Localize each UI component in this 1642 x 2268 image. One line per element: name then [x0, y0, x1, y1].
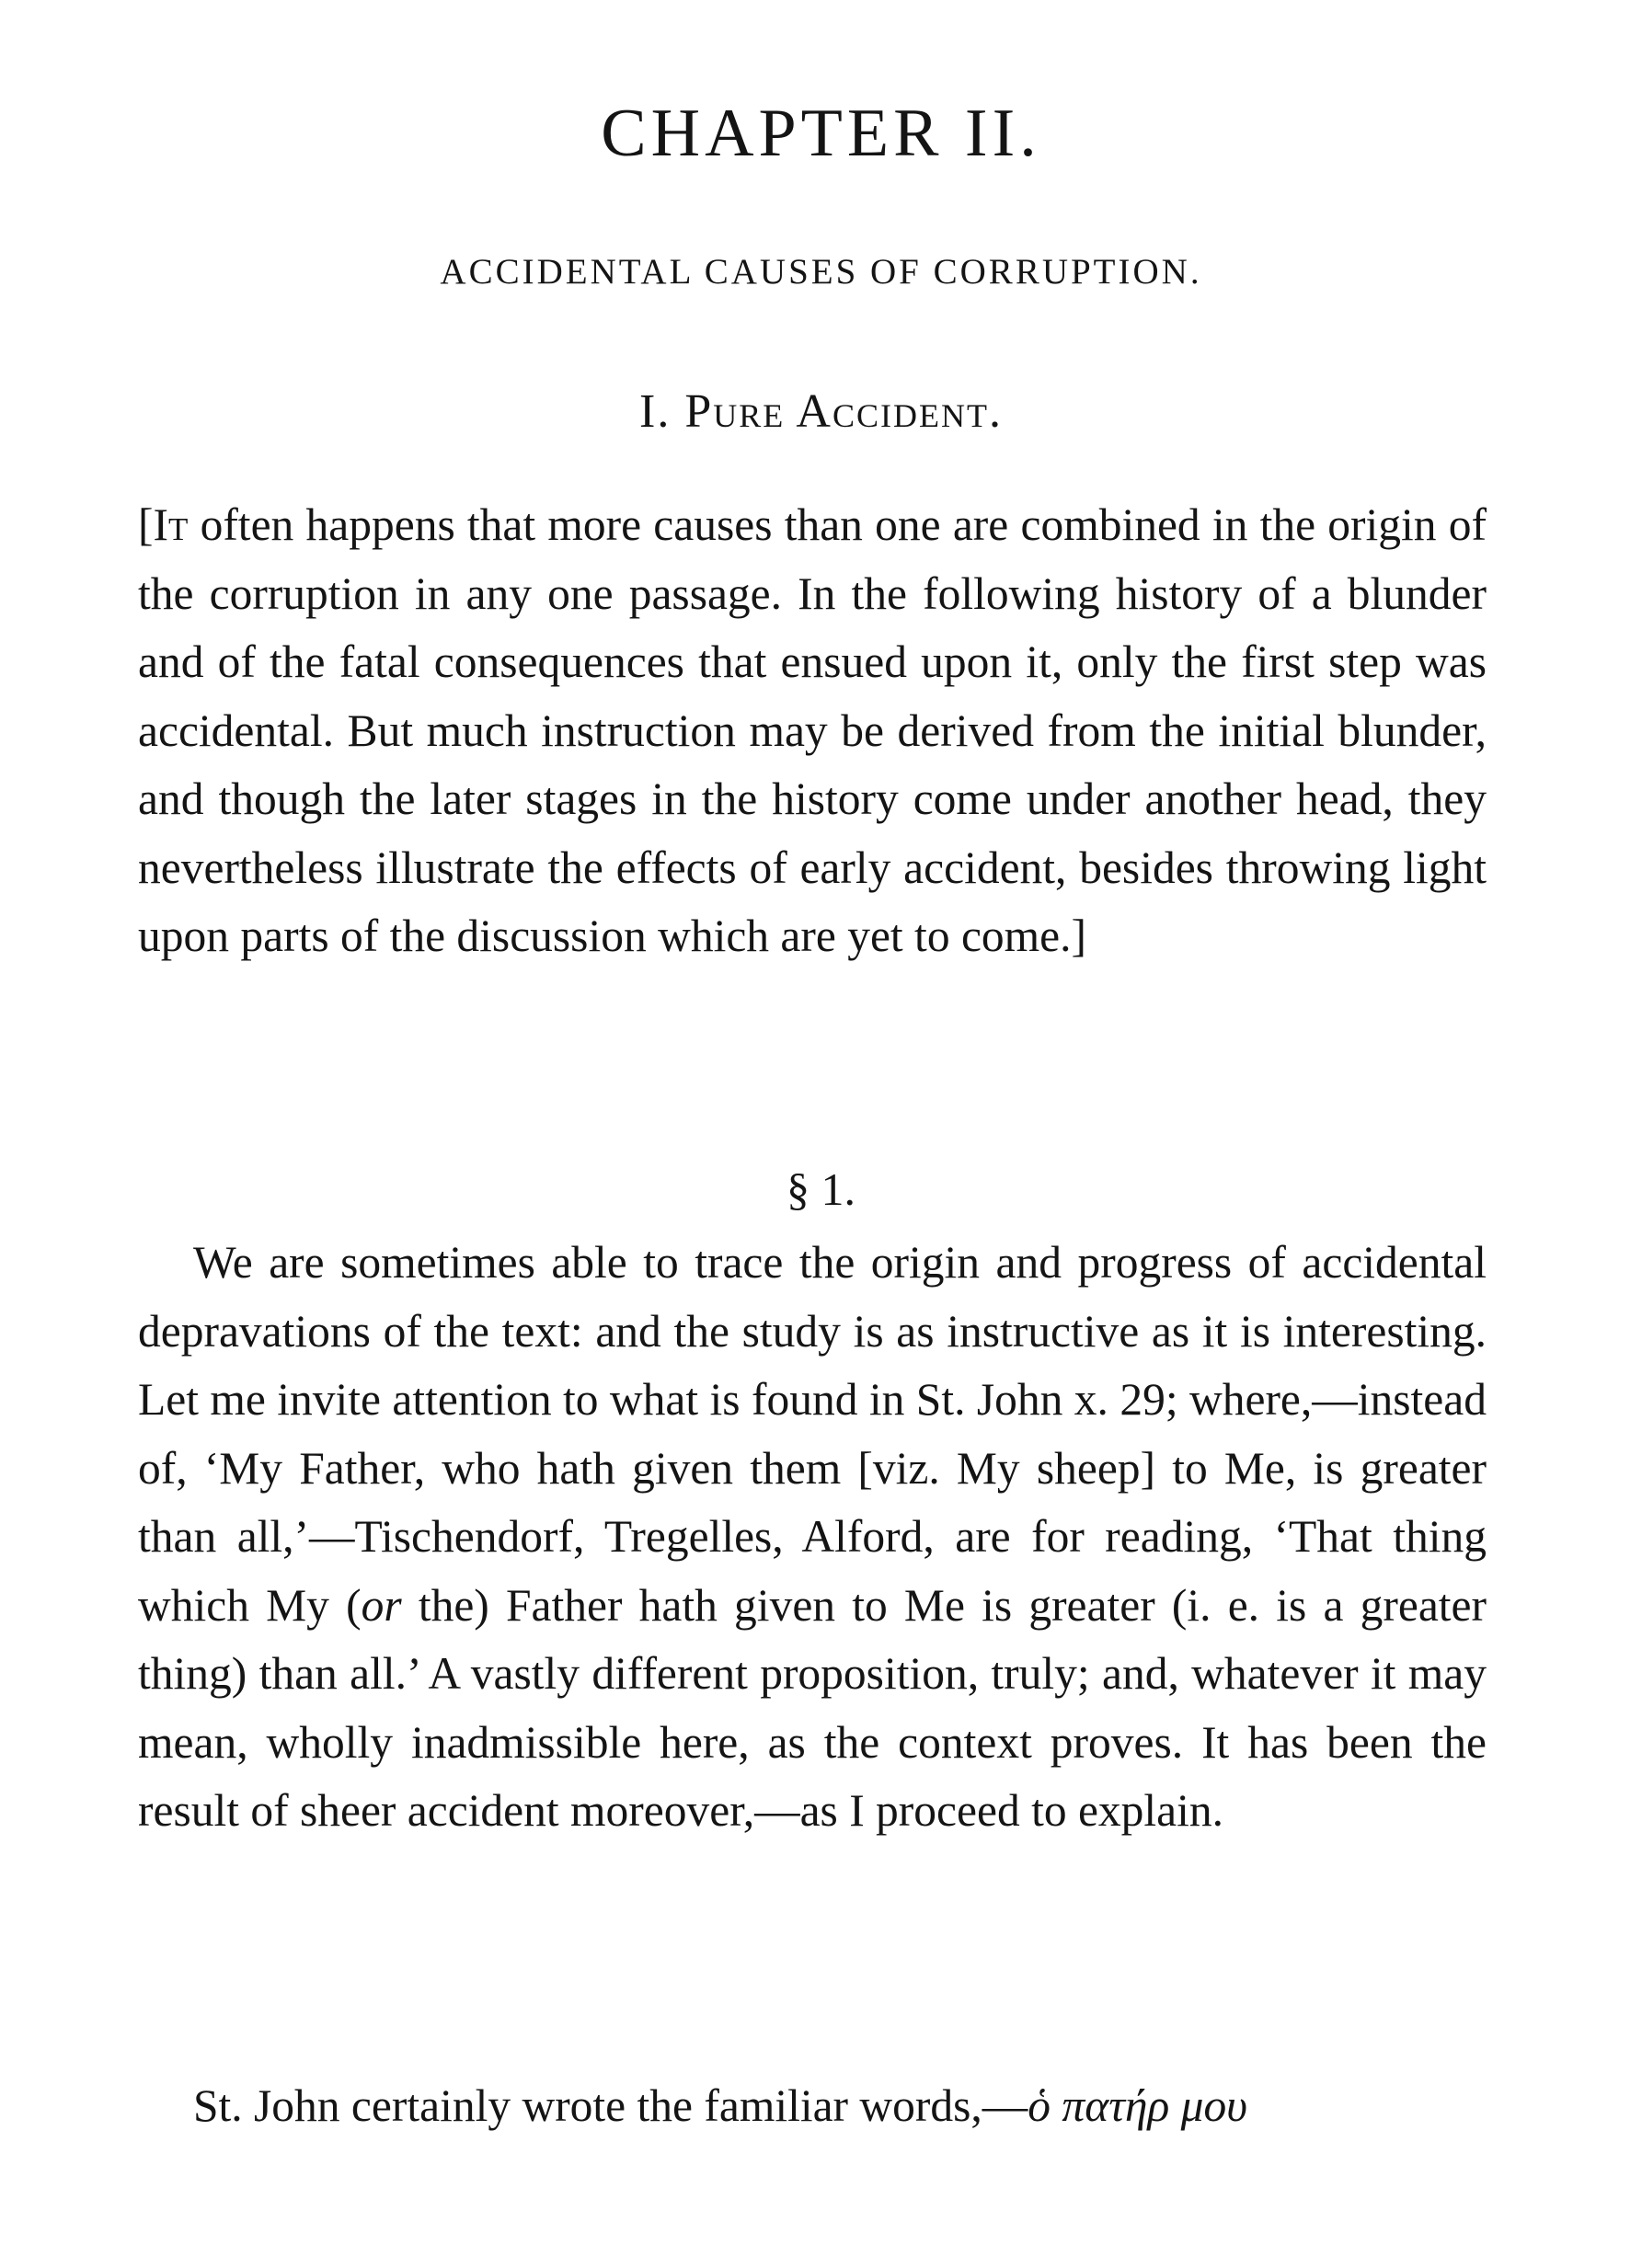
greek-quotation: ὁ πατήρ μου	[1028, 2080, 1247, 2131]
continuation-paragraph	[138, 2072, 1487, 2141]
chapter-title: CHAPTER II.	[601, 96, 1041, 171]
paragraph-1-text-b: the) Father hath given to Me is greater (i. e. is a greater thing) than all.’ A vastly different proposition, truly; and, whatever it may mean, wholly inadmissible here, as the context proves. It has been the result of sheer accident moreover,—as I proceed to explain.	[138, 1579, 1487, 1836]
intro-open-bracket: [	[138, 499, 154, 550]
paragraph-1-italic-or: or	[361, 1579, 402, 1631]
paragraph-1-text-a: We are sometimes able to trace the origin and progress of accidental depravations of the text: and the study is as instructive as it is interesting. Let me invite attention to what is found in St. John x. 29; where,—instead of, ‘My Father, who hath given them [viz. My sheep] to Me, is greater than all,’—Tischendorf, Tregelles, Alford, are for reading, ‘That thing which My (	[138, 1237, 1487, 1631]
body-paragraph	[138, 1229, 1487, 1846]
paragraph-2-text: St. John certainly wrote the familiar words,—	[193, 2080, 1028, 2131]
intro-paragraph	[138, 491, 1487, 971]
intro-text: often happens that more causes than one are combined in the origin of the corruption in any one passage. In the following history of a blunder and of the fatal consequences that ensued upon it, only the first step was accidental. But much instruction may be derived from the initial blunder, and though the later stages in the history come under another head, they nevertheless illustrate the effects of early accident, besides throwing light upon parts of the discussion which are yet to come.]	[138, 499, 1487, 961]
section-title: I. Pure Accident.	[639, 385, 1003, 438]
section-mark: § 1.	[787, 1163, 855, 1215]
chapter-subtitle: ACCIDENTAL CAUSES OF CORRUPTION.	[440, 252, 1202, 292]
intro-lead-word: It	[153, 499, 189, 550]
